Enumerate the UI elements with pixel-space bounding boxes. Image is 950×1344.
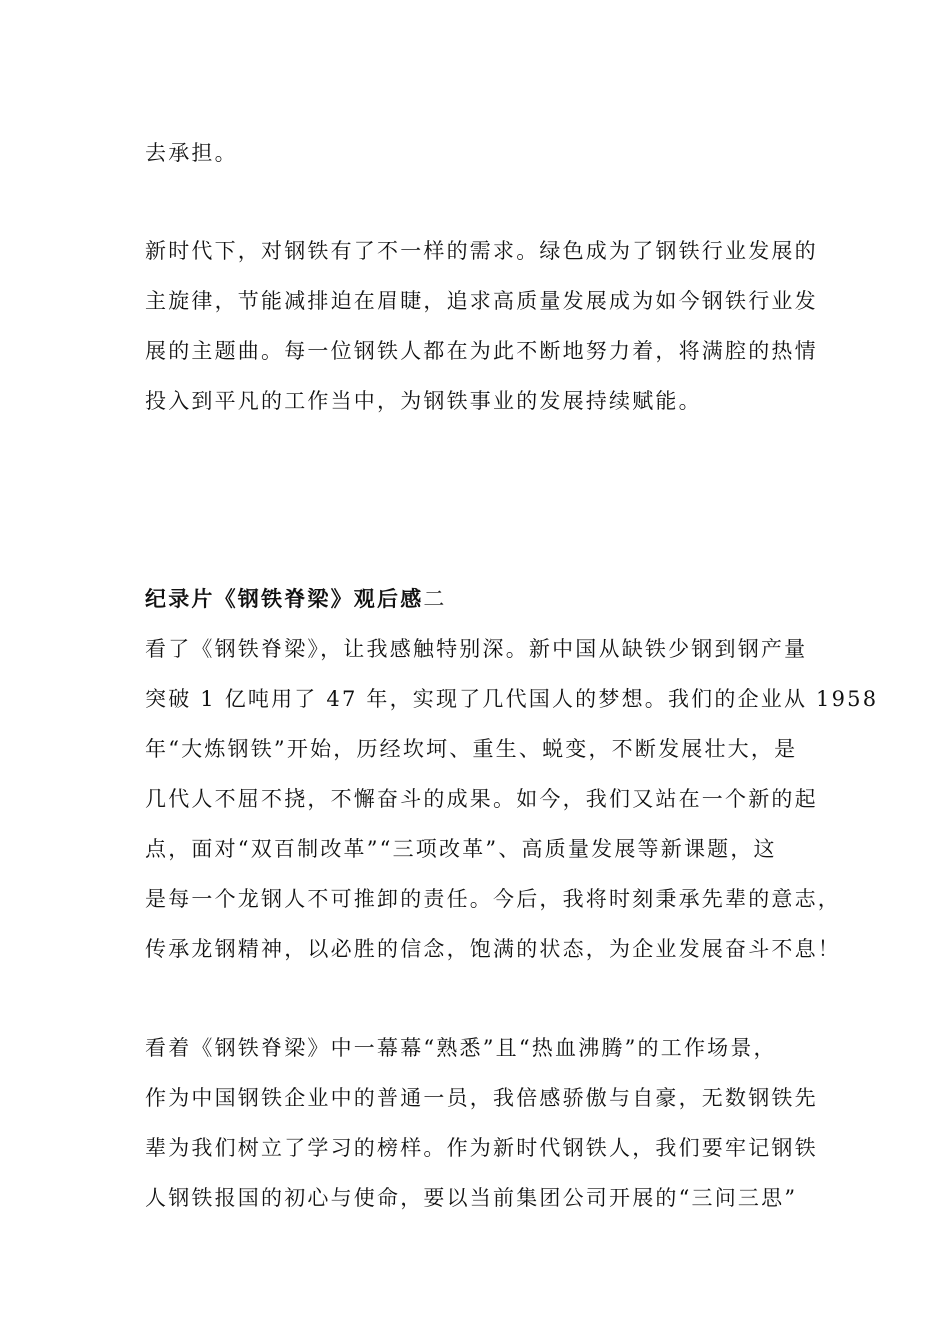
paragraph-line: 突破 1 亿吨用了 47 年，实现了几代国人的梦想。我们的企业从 1958 bbox=[145, 687, 879, 711]
paragraph-line: 几代人不屈不挠，不懈奋斗的成果。如今，我们又站在一个新的起 bbox=[145, 787, 818, 811]
paragraph-line: 展的主题曲。每一位钢铁人都在为此不断地努力着，将满腔的热情 bbox=[145, 339, 818, 363]
section-heading bbox=[145, 584, 815, 614]
paragraph-line: 人钢铁报国的初心与使命，要以当前集团公司开展的“三问三思” bbox=[145, 1186, 798, 1210]
paragraph-line: 看着《钢铁脊梁》中一幕幕“熟悉”且“热血沸腾”的工作场景， bbox=[145, 1036, 777, 1060]
section-heading-title: 纪录片《钢铁脊梁》观后感 bbox=[145, 586, 424, 611]
paragraph-line: 投入到平凡的工作当中，为钢铁事业的发展持续赋能。 bbox=[145, 389, 702, 413]
section-heading-suffix: 二 bbox=[423, 587, 447, 611]
paragraph-line: 新时代下，对钢铁有了不一样的需求。绿色成为了钢铁行业发展的 bbox=[145, 239, 818, 263]
paragraph-line: 传承龙钢精神，以必胜的信念，饱满的状态，为企业发展奋斗不息！ bbox=[145, 937, 841, 961]
paragraph-line: 点，面对“双百制改革”“三项改革”、高质量发展等新课题，这 bbox=[145, 837, 777, 861]
paragraph-line: 主旋律，节能减排迫在眉睫，追求高质量发展成为如今钢铁行业发 bbox=[145, 289, 818, 313]
paragraph-line: 是每一个龙钢人不可推卸的责任。今后，我将时刻秉承先辈的意志， bbox=[145, 887, 841, 911]
paragraph-line: 去承担。 bbox=[145, 141, 238, 165]
paragraph-line: 看了《钢铁脊梁》，让我感触特别深。新中国从缺铁少钢到钢产量 bbox=[145, 637, 808, 661]
paragraph-line: 年“大炼钢铁”开始，历经坎坷、重生、蜕变，不断发展壮大，是 bbox=[145, 737, 798, 761]
paragraph-line: 作为中国钢铁企业中的普通一员，我倍感骄傲与自豪，无数钢铁先 bbox=[145, 1086, 818, 1110]
paragraph-line: 辈为我们树立了学习的榜样。作为新时代钢铁人，我们要牢记钢铁 bbox=[145, 1136, 818, 1160]
